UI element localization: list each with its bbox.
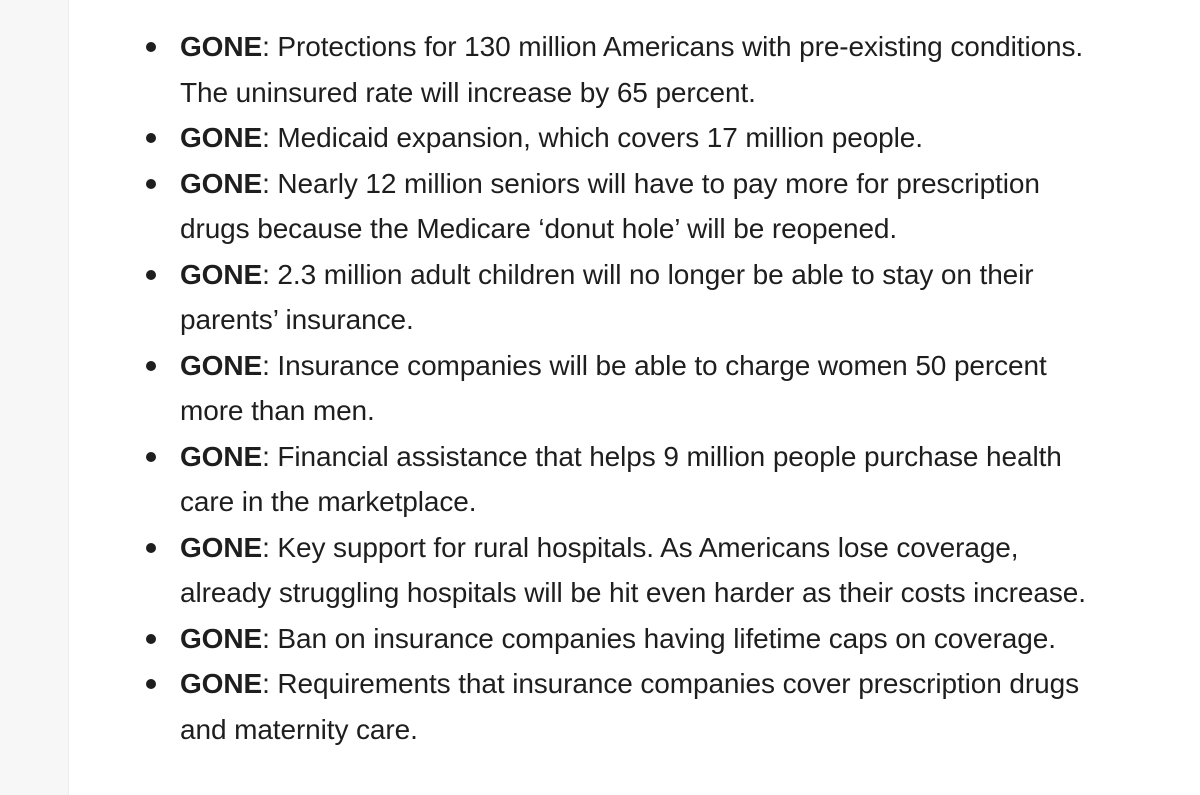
list-item-continuation: The uninsured rate will increase by 65 percent. <box>180 76 756 108</box>
bullet-icon <box>146 179 156 189</box>
list-item-label: GONE <box>180 167 263 199</box>
list-item-text: Medicaid expansion, which covers 17 million people. <box>269 122 923 153</box>
list-item-label: GONE <box>180 122 263 153</box>
list-item <box>180 525 1195 616</box>
list-item-label: GONE <box>180 258 263 290</box>
list-item <box>180 252 1195 343</box>
bullet-icon <box>146 543 156 553</box>
list-item-text: Requirements that insurance companies cover prescription drugs <box>269 668 1079 699</box>
list-item-line <box>180 616 1195 662</box>
list-item-separator: : <box>262 531 270 563</box>
list-item-line <box>180 115 1195 161</box>
list-item <box>180 115 1195 161</box>
list-item <box>180 161 1195 252</box>
list-item <box>180 661 1195 752</box>
list-item <box>180 434 1195 525</box>
bullet-icon <box>146 270 156 280</box>
list-item-line <box>180 161 1195 207</box>
list-item-separator: : <box>262 167 270 199</box>
document-body <box>69 0 1200 795</box>
bullet-icon <box>146 679 156 689</box>
list-item-continuation: already struggling hospitals will be hit even harder as their costs increase. <box>180 577 1086 608</box>
list-item-line <box>180 525 1195 571</box>
list-item-separator: : <box>262 122 270 153</box>
list-item-line <box>180 24 1195 70</box>
list-item-text: Protections for 130 million Americans with pre-existing conditions. <box>269 31 1084 62</box>
list-item-separator: : <box>262 258 270 290</box>
bulleted-list <box>180 24 1195 752</box>
list-item-line <box>180 343 1195 389</box>
list-item-label: GONE <box>180 440 263 472</box>
list-item-continuation: parents’ insurance. <box>180 304 414 335</box>
list-item-separator: : <box>262 31 270 62</box>
list-item-line <box>180 661 1195 707</box>
list-item-text: Insurance companies will be able to charge women 50 percent <box>269 349 1047 381</box>
list-item <box>180 343 1195 434</box>
list-item-label: GONE <box>180 668 263 699</box>
list-item <box>180 24 1195 115</box>
list-item-separator: : <box>262 622 270 654</box>
bullet-icon <box>146 361 156 371</box>
list-item-label: GONE <box>180 531 263 563</box>
list-item-separator: : <box>262 668 270 699</box>
list-item <box>180 616 1195 662</box>
list-item-label: GONE <box>180 622 263 654</box>
list-item-separator: : <box>262 349 270 381</box>
list-item-text: Ban on insurance companies having lifetime caps on coverage. <box>269 622 1056 654</box>
bullet-icon <box>146 452 156 462</box>
list-item-text: Nearly 12 million seniors will have to pay more for prescription <box>269 167 1040 199</box>
list-item-continuation: and maternity care. <box>180 713 418 745</box>
bullet-icon <box>146 133 156 143</box>
list-item-continuation: more than men. <box>180 395 375 426</box>
list-item-text: Key support for rural hospitals. As Americans lose coverage, <box>269 531 1019 563</box>
list-item-line <box>180 434 1195 480</box>
list-item-continuation: care in the marketplace. <box>180 486 477 517</box>
bullet-icon <box>146 634 156 644</box>
list-item-text: Financial assistance that helps 9 million people purchase health <box>269 440 1062 472</box>
list-item-label: GONE <box>180 31 263 62</box>
list-item-label: GONE <box>180 349 263 381</box>
bullet-icon <box>146 42 156 52</box>
list-item-continuation: drugs because the Medicare ‘donut hole’ will be reopened. <box>180 213 898 244</box>
list-item-line <box>180 252 1195 298</box>
list-item-separator: : <box>262 440 270 472</box>
list-item-text: 2.3 million adult children will no longer be able to stay on their <box>269 258 1034 290</box>
left-margin-panel <box>0 0 68 795</box>
